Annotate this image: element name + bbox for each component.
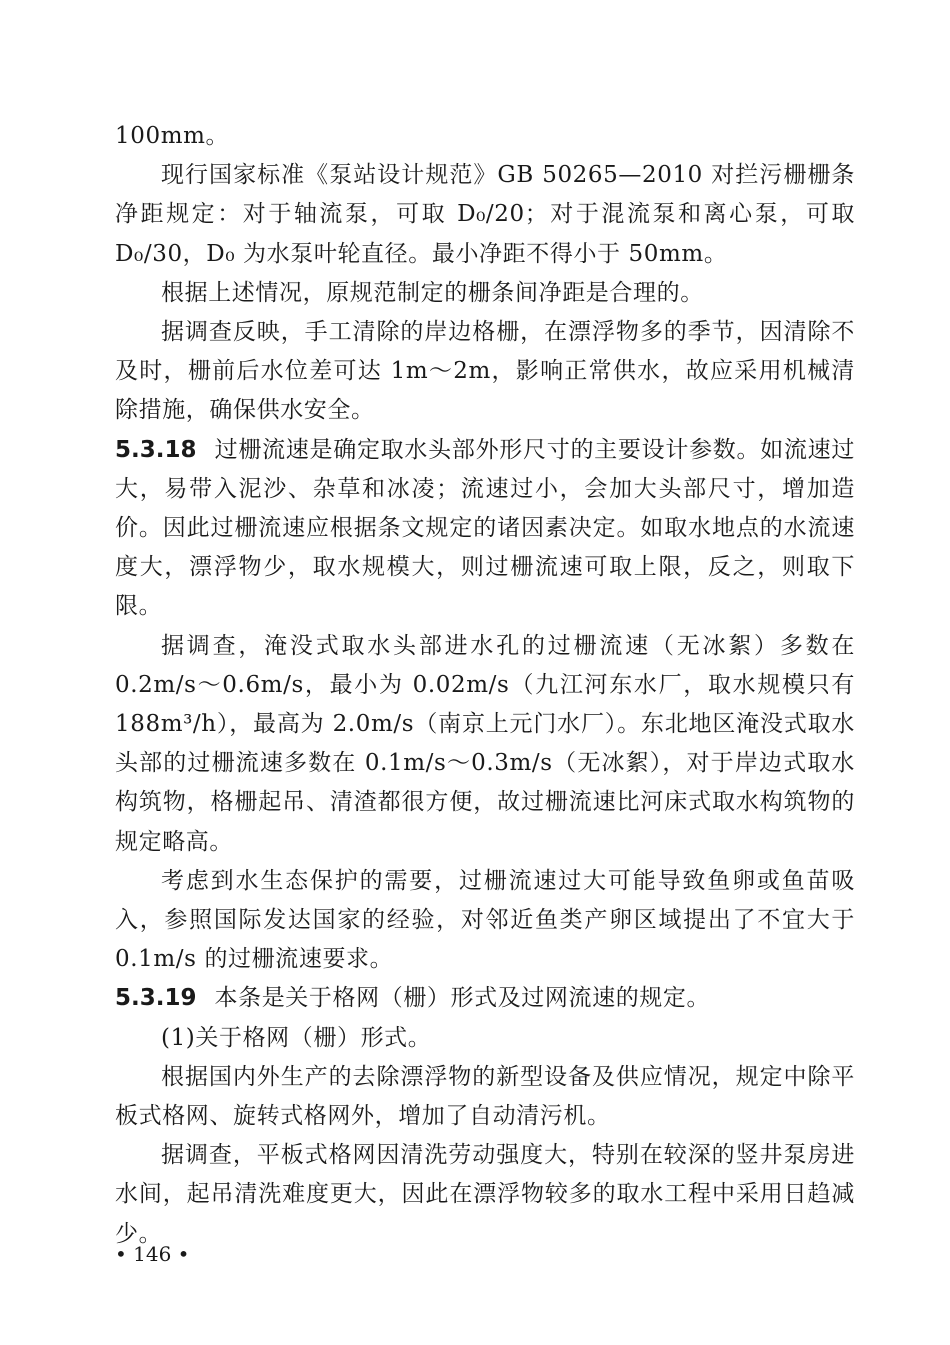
paragraph-ecology: 考虑到水生态保护的需要，过栅流速过大可能导致鱼卵或鱼苗吸入，参照国际发达国家的经验，对邻近鱼类产卵区域提出了不宜大于 0.1m/s 的过栅流速要求。 xyxy=(115,867,855,973)
section-text: 过栅流速是确定取水头部外形尺寸的主要设计参数。如流速过大，易带入泥沙、杂草和冰凌；流速过小，会加大头部尺寸，增加造价。因此过栅流速应根据条文规定的诸因素决定。如取水地点的水流速度大，漂浮物少，取水规模大，则过栅流速可取上限，反之，则取下限。 xyxy=(115,436,855,620)
section-number: 5.3.19 xyxy=(115,985,197,1012)
section-5-3-18 xyxy=(115,431,855,627)
paragraph-survey-velocity: 据调查，淹没式取水头部进水孔的过栅流速（无冰絮）多数在 0.2m/s～0.6m/s，最小为 0.02m/s（九江河东水厂，取水规模只有 188m³/h），最高为 2.0m/s（南京上元门水厂）。东北地区淹没式取水头部的过栅流速多数在 0.1m/s～0.3m/s（无冰絮），对于岸边式取水构筑物，格栅起吊、清渣都很方便，故过栅流速比河床式取水构筑物的规定略高。 xyxy=(115,632,855,855)
paragraph-conclusion: 根据上述情况，原规范制定的栅条间净距是合理的。 xyxy=(161,279,704,306)
continued-line: 100mm。 xyxy=(115,123,230,149)
section-text: 本条是关于格网（栅）形式及过网流速的规定。 xyxy=(214,985,711,1012)
subheading-screen-form: (1)关于格网（栅）形式。 xyxy=(161,1024,432,1051)
page-number: • 146 • xyxy=(115,1242,190,1266)
paragraph-gb-standard: 现行国家标准《泵站设计规范》GB 50265—2010 对拦污栅栅条净距规定：对于轴流泵，可取 D₀/20；对于混流泵和离心泵，可取 D₀/30，D₀ 为水泵叶轮直径。最小净距不得小于 50mm。 xyxy=(115,162,855,267)
body-text xyxy=(115,117,855,1254)
paragraph-flat-screen: 据调查，平板式格网因清洗劳动强度大，特别在较深的竖井泵房进水间，起吊清洗难度更大，因此在漂浮物较多的取水工程中采用日趋减少。 xyxy=(115,1142,855,1247)
section-number: 5.3.18 xyxy=(115,436,197,463)
section-5-3-19 xyxy=(115,979,855,1018)
paragraph-manual-cleaning: 据调查反映，手工清除的岸边格栅，在漂浮物多的季节，因清除不及时，栅前后水位差可达 1m～2m，影响正常供水，故应采用机械清除措施，确保供水安全。 xyxy=(115,319,855,424)
paragraph-new-equipment: 根据国内外生产的去除漂浮物的新型设备及供应情况，规定中除平板式格网、旋转式格网外，增加了自动清污机。 xyxy=(115,1063,855,1130)
